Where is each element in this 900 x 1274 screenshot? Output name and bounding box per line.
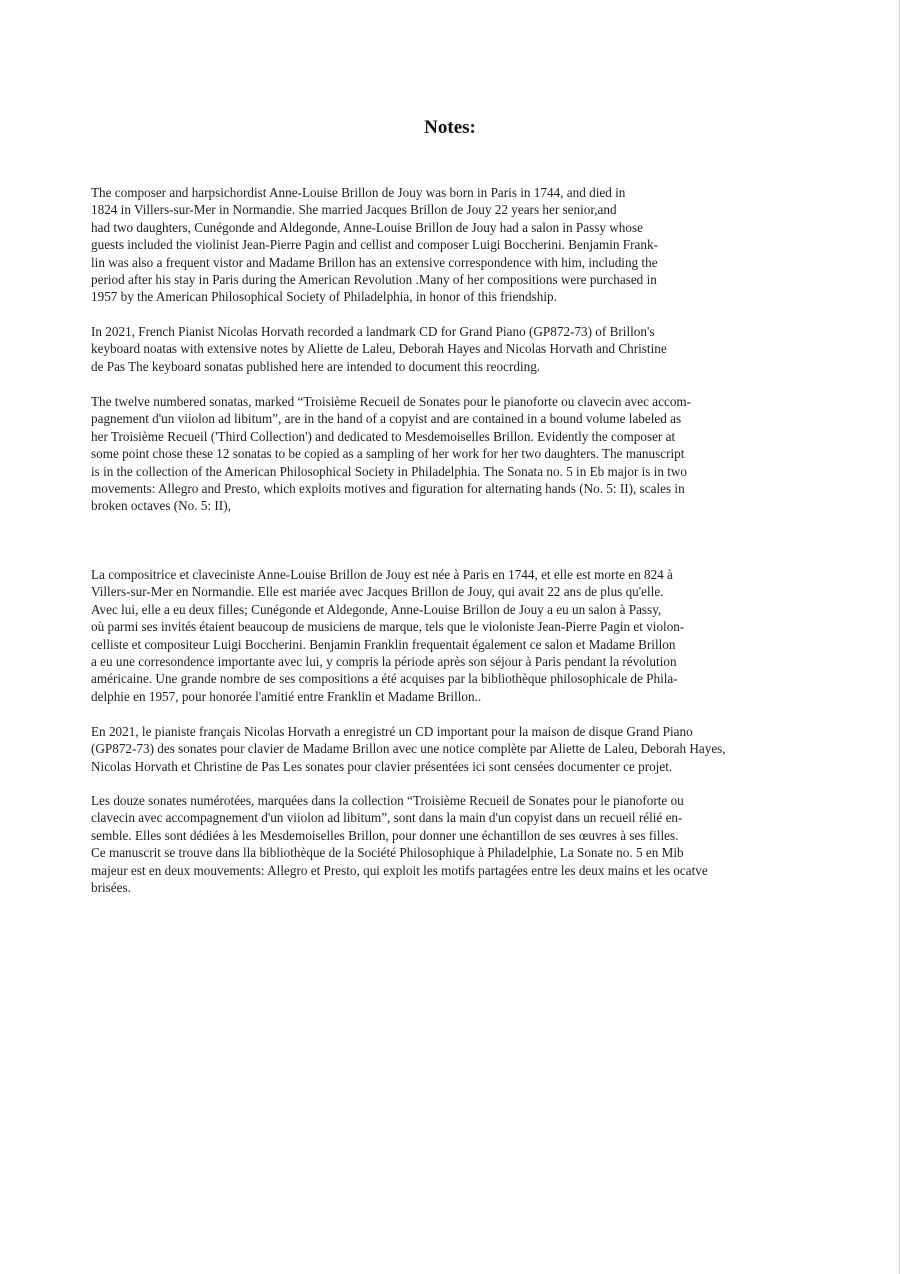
paragraph-line: is in the collection of the American Philosophical Society in Philadelphia. The Sonata no. 5 in Eb major is in two [91,463,688,479]
paragraph-english-sonatas [91,393,691,515]
paragraph-line: 1824 in Villers-sur-Mer in Normandie. She married Jacques Brillon de Jouy 22 years her senior,and [91,202,617,218]
paragraph-line: majeur est en deux mouvements: Allegro et Presto, qui exploit les motifs partagées entre les deux mains et les ocatve [91,862,708,878]
paragraph-line: américaine. Une grande nombre de ses compositions a été acquises par la bibliothèque philosophicale de Phila- [91,671,678,687]
paragraph-line: movements: Allegro and Presto, which exploits motives and figuration for alternating hands (No. 5: II), scales in [91,481,685,497]
paragraph-line: delphie en 1957, pour honorée l'amitié entre Franklin et Madame Brillon.. [91,688,482,704]
paragraph-line: keyboard noatas with extensive notes by Aliette de Laleu, Deborah Hayes and Nicolas Horvath and Christine [91,341,667,357]
paragraph-line: The composer and harpsichordist Anne-Louise Brillon de Jouy was born in Paris in 1744, and died in [91,185,626,200]
paragraph-line: celliste et compositeur Luigi Boccherini. Benjamin Franklin frequentait également ce salon et Madame Brillon [91,636,676,652]
paragraph-line: lin was also a frequent vistor and Madame Brillon has an extensive correspondence with him, including the [91,254,658,270]
paragraph-line: La compositrice et claveciniste Anne-Louise Brillon de Jouy est née à Paris en 1744, et elle est morte en 824 à [91,567,673,582]
paragraph-line: had two daughters, Cunégonde and Aldegonde, Anne-Louise Brillon de Jouy had a salon in Passy whose [91,219,643,235]
paragraph-line: Nicolas Horvath et Christine de Pas Les sonates pour clavier présentées ici sont censées documenter ce projet. [91,758,673,774]
paragraph-line: où parmi ses invités étaient beaucoup de musiciens de marque, tels que le violoniste Jean-Pierre Pagin et violon- [91,619,685,635]
paragraph-line: En 2021, le pianiste français Nicolas Horvath a enregistré un CD important pour la maison de disque Grand Piano [91,724,693,739]
paragraph-line: Avec lui, elle a eu deux filles; Cunégonde et Aldegonde, Anne-Louise Brillon de Jouy a eu un salon à Passy, [91,601,662,617]
paragraph-english-recording [91,323,667,375]
paragraph-line: her Troisième Recueil ('Third Collection') and dedicated to Mesdemoiselles Brillon. Evidently the composer at [91,428,676,444]
paragraph-line: brisées. [91,880,131,896]
paragraph-line: Ce manuscrit se trouve dans lla bibliothèque de la Société Philosophique à Philadelphie, La Sonate no. 5 en Mib [91,845,684,861]
paragraph-line: 1957 by the American Philosophical Society of Philadelphia, in honor of this friendship. [91,289,557,305]
paragraph-french-recording [91,723,726,775]
paragraph-line: period after his stay in Paris during the American Revolution .Many of her compositions were purchased in [91,272,657,288]
paragraph-line: In 2021, French Pianist Nicolas Horvath recorded a landmark CD for Grand Piano (GP872-73) of Brillon's [91,324,655,339]
paragraph-line: (GP872-73) des sonates pour clavier de Madame Brillon avec une notice complète par Aliette de Laleu, Deborah Hayes, [91,741,726,757]
paragraph-french-biography [91,566,684,705]
paragraph-line: semble. Elles sont dédiées à les Mesdemoiselles Brillon, pour donner une échantillon de ses œuvres à ses filles. [91,827,679,843]
paragraph-line: Les douze sonates numérotées, marquées dans la collection “Troisième Recueil de Sonates pour le pianoforte ou [91,793,684,808]
paragraph-line: a eu une corresondence importante avec lui, y compris la période après son séjour à Paris pendant la révolution [91,654,677,670]
paragraph-english-biography [91,184,658,306]
paragraph-line: pagnement d'un viiolon ad libitum”, are in the hand of a copyist and are contained in a bound volume labeled as [91,411,682,427]
paragraph-line: some point chose these 12 sonatas to be copied as a sampling of her work for her two daughters. The manuscript [91,446,685,462]
paragraph-line: broken octaves (No. 5: II), [91,498,231,514]
paragraph-line: The twelve numbered sonatas, marked “Troisième Recueil de Sonates pour le pianoforte ou clavecin avec accom- [91,394,692,409]
paragraph-french-sonatas [91,792,708,896]
paragraph-line: de Pas The keyboard sonatas published here are intended to document this reocrding. [91,358,541,374]
paragraph-line: clavecin avec accompagnement d'un viiolon ad libitum”, sont dans la main d'un copyist dans un recueil rélié en- [91,810,683,826]
page-title: Notes: [424,117,476,138]
paragraph-line: guests included the violinist Jean-Pierre Pagin and cellist and composer Luigi Boccherini. Benjamin Frank- [91,237,658,253]
paragraph-line: Villers-sur-Mer en Normandie. Elle est mariée avec Jacques Brillon de Jouy, qui avait 22 ans de plus qu'elle. [91,584,664,600]
